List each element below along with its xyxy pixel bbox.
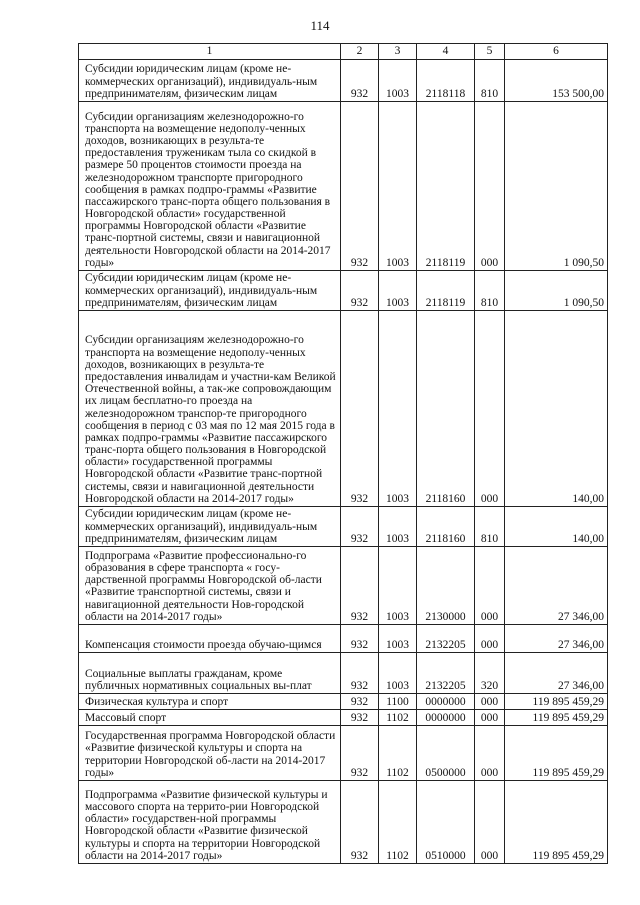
row-name: Физическая культура и спорт: [79, 694, 341, 710]
row-sum: 140,00: [505, 507, 608, 547]
page-number: 114: [310, 18, 330, 33]
table-row: [79, 311, 608, 507]
table-row: [79, 102, 608, 271]
row-rz: 1003: [379, 507, 417, 547]
row-sum: 119 895 459,29: [505, 710, 608, 726]
row-cs: 0510000: [417, 781, 475, 864]
row-gr: 932: [341, 625, 379, 653]
row-cs: 0000000: [417, 710, 475, 726]
row-name: Субсидии организациям железнодорожно-го транспорта на возмещение недополу-ченных доходов, возникающих в результа-те предоставления инвалидам и участни-кам Великой Отечественной войны, а так-же сопровождающим их лицам бесплатно-го проезда на железнодорожном транспор-те пригородного сообщения в период с 03 мая по 12 мая 2015 года в рамках подпро-граммы «Развитие пассажирского транс-порта общего пользования в Новгородской области» государственной программы Новгородской области «Развитие транс-портной системы, связи и навигационной деятельности Новгородской области на 2014-2017 годы»: [79, 311, 341, 507]
row-sum: 119 895 459,29: [505, 726, 608, 781]
row-vr: 000: [475, 726, 505, 781]
header-row: [79, 44, 608, 60]
row-name: Субсидии юридическим лицам (кроме не-коммерческих организаций), индивидуаль-ным предпринимателям, физическим лицам: [79, 507, 341, 547]
row-vr: 000: [475, 547, 505, 625]
row-sum: 1 090,50: [505, 271, 608, 311]
header-cell: 2: [341, 44, 379, 60]
row-gr: 932: [341, 311, 379, 507]
row-cs: 0000000: [417, 694, 475, 710]
row-name: Компенсация стоимости проезда обучаю-щимся: [79, 625, 341, 653]
row-rz: 1003: [379, 653, 417, 694]
budget-table: [78, 43, 608, 864]
row-rz: 1003: [379, 102, 417, 271]
row-gr: 932: [341, 547, 379, 625]
row-cs: 0500000: [417, 726, 475, 781]
row-cs: 2118119: [417, 271, 475, 311]
row-sum: 140,00: [505, 311, 608, 507]
row-vr: 810: [475, 271, 505, 311]
row-rz: 1003: [379, 625, 417, 653]
row-vr: 000: [475, 102, 505, 271]
row-cs: 2118160: [417, 507, 475, 547]
row-rz: 1102: [379, 726, 417, 781]
row-name: Социальные выплаты гражданам, кроме публичных нормативных социальных вы-плат: [79, 653, 341, 694]
row-gr: 932: [341, 710, 379, 726]
table-row: [79, 710, 608, 726]
row-rz: 1100: [379, 694, 417, 710]
row-name: Субсидии организациям железнодорожно-го транспорта на возмещение недополу-ченных доходов, возникающих в результа-те предоставления труженикам тыла со скидкой в размере 50 процентов стоимости проезда на железнодорожном транспорте пригородного сообщения в рамках подпро-граммы «Развитие пассажирского транс-порта общего пользования в Новгородской области» государственной программы Новгородской области «Развитие транс-портной системы, связи и навигационной деятельности Новгородской области на 2014-2017 годы»: [79, 102, 341, 271]
row-gr: 932: [341, 60, 379, 102]
row-vr: 810: [475, 507, 505, 547]
row-rz: 1102: [379, 710, 417, 726]
row-vr: 000: [475, 625, 505, 653]
row-gr: 932: [341, 781, 379, 864]
row-sum: 27 346,00: [505, 625, 608, 653]
row-rz: 1102: [379, 781, 417, 864]
row-cs: 2132205: [417, 625, 475, 653]
table-row: [79, 781, 608, 864]
row-vr: 810: [475, 60, 505, 102]
row-cs: 2118118: [417, 60, 475, 102]
table-row: [79, 726, 608, 781]
row-vr: 000: [475, 311, 505, 507]
table-row: [79, 60, 608, 102]
row-sum: 27 346,00: [505, 653, 608, 694]
row-name: Массовый спорт: [79, 710, 341, 726]
row-sum: 27 346,00: [505, 547, 608, 625]
row-vr: 320: [475, 653, 505, 694]
header-cell: 5: [475, 44, 505, 60]
row-cs: 2118160: [417, 311, 475, 507]
row-vr: 000: [475, 694, 505, 710]
row-gr: 932: [341, 271, 379, 311]
table-row: [79, 507, 608, 547]
row-rz: 1003: [379, 547, 417, 625]
header-cell: 1: [79, 44, 341, 60]
row-vr: 000: [475, 710, 505, 726]
row-vr: 000: [475, 781, 505, 864]
row-cs: 2130000: [417, 547, 475, 625]
row-rz: 1003: [379, 271, 417, 311]
row-name: Государственная программа Новгородской области «Развитие физической культуры и спорта на территории Новгородской об-ласти на 2014-2017 годы»: [79, 726, 341, 781]
row-gr: 932: [341, 102, 379, 271]
row-name: Субсидии юридическим лицам (кроме не-коммерческих организаций), индивидуаль-ным предпринимателям, физическим лицам: [79, 60, 341, 102]
table-row: [79, 547, 608, 625]
row-gr: 932: [341, 507, 379, 547]
row-name: Субсидии юридическим лицам (кроме не-коммерческих организаций), индивидуаль-ным предпринимателям, физическим лицам: [79, 271, 341, 311]
row-gr: 932: [341, 726, 379, 781]
row-cs: 2132205: [417, 653, 475, 694]
table-row: [79, 625, 608, 653]
table-row: [79, 694, 608, 710]
table-row: [79, 271, 608, 311]
header-cell: 3: [379, 44, 417, 60]
row-name: Подпрограма «Развитие профессионально-го образования в сфере транспорта « госу-дарственной программы Новгородской об-ласти «Развитие транспортной системы, связи и навигационной деятельности Нов-городской области на 2014-2017 годы»: [79, 547, 341, 625]
header-cell: 4: [417, 44, 475, 60]
row-gr: 932: [341, 694, 379, 710]
row-rz: 1003: [379, 60, 417, 102]
row-gr: 932: [341, 653, 379, 694]
row-rz: 1003: [379, 311, 417, 507]
row-sum: 153 500,00: [505, 60, 608, 102]
row-sum: 119 895 459,29: [505, 694, 608, 710]
row-name: Подпрограмма «Развитие физической культуры и массового спорта на террито-рии Новгородской области» государствен-ной программы Новгородской области «Развитие физической культуры и спорта на территории Новгородской области на 2014-2017 годы»: [79, 781, 341, 864]
row-sum: 119 895 459,29: [505, 781, 608, 864]
header-cell: 6: [505, 44, 608, 60]
row-cs: 2118119: [417, 102, 475, 271]
table-row: [79, 653, 608, 694]
row-sum: 1 090,50: [505, 102, 608, 271]
